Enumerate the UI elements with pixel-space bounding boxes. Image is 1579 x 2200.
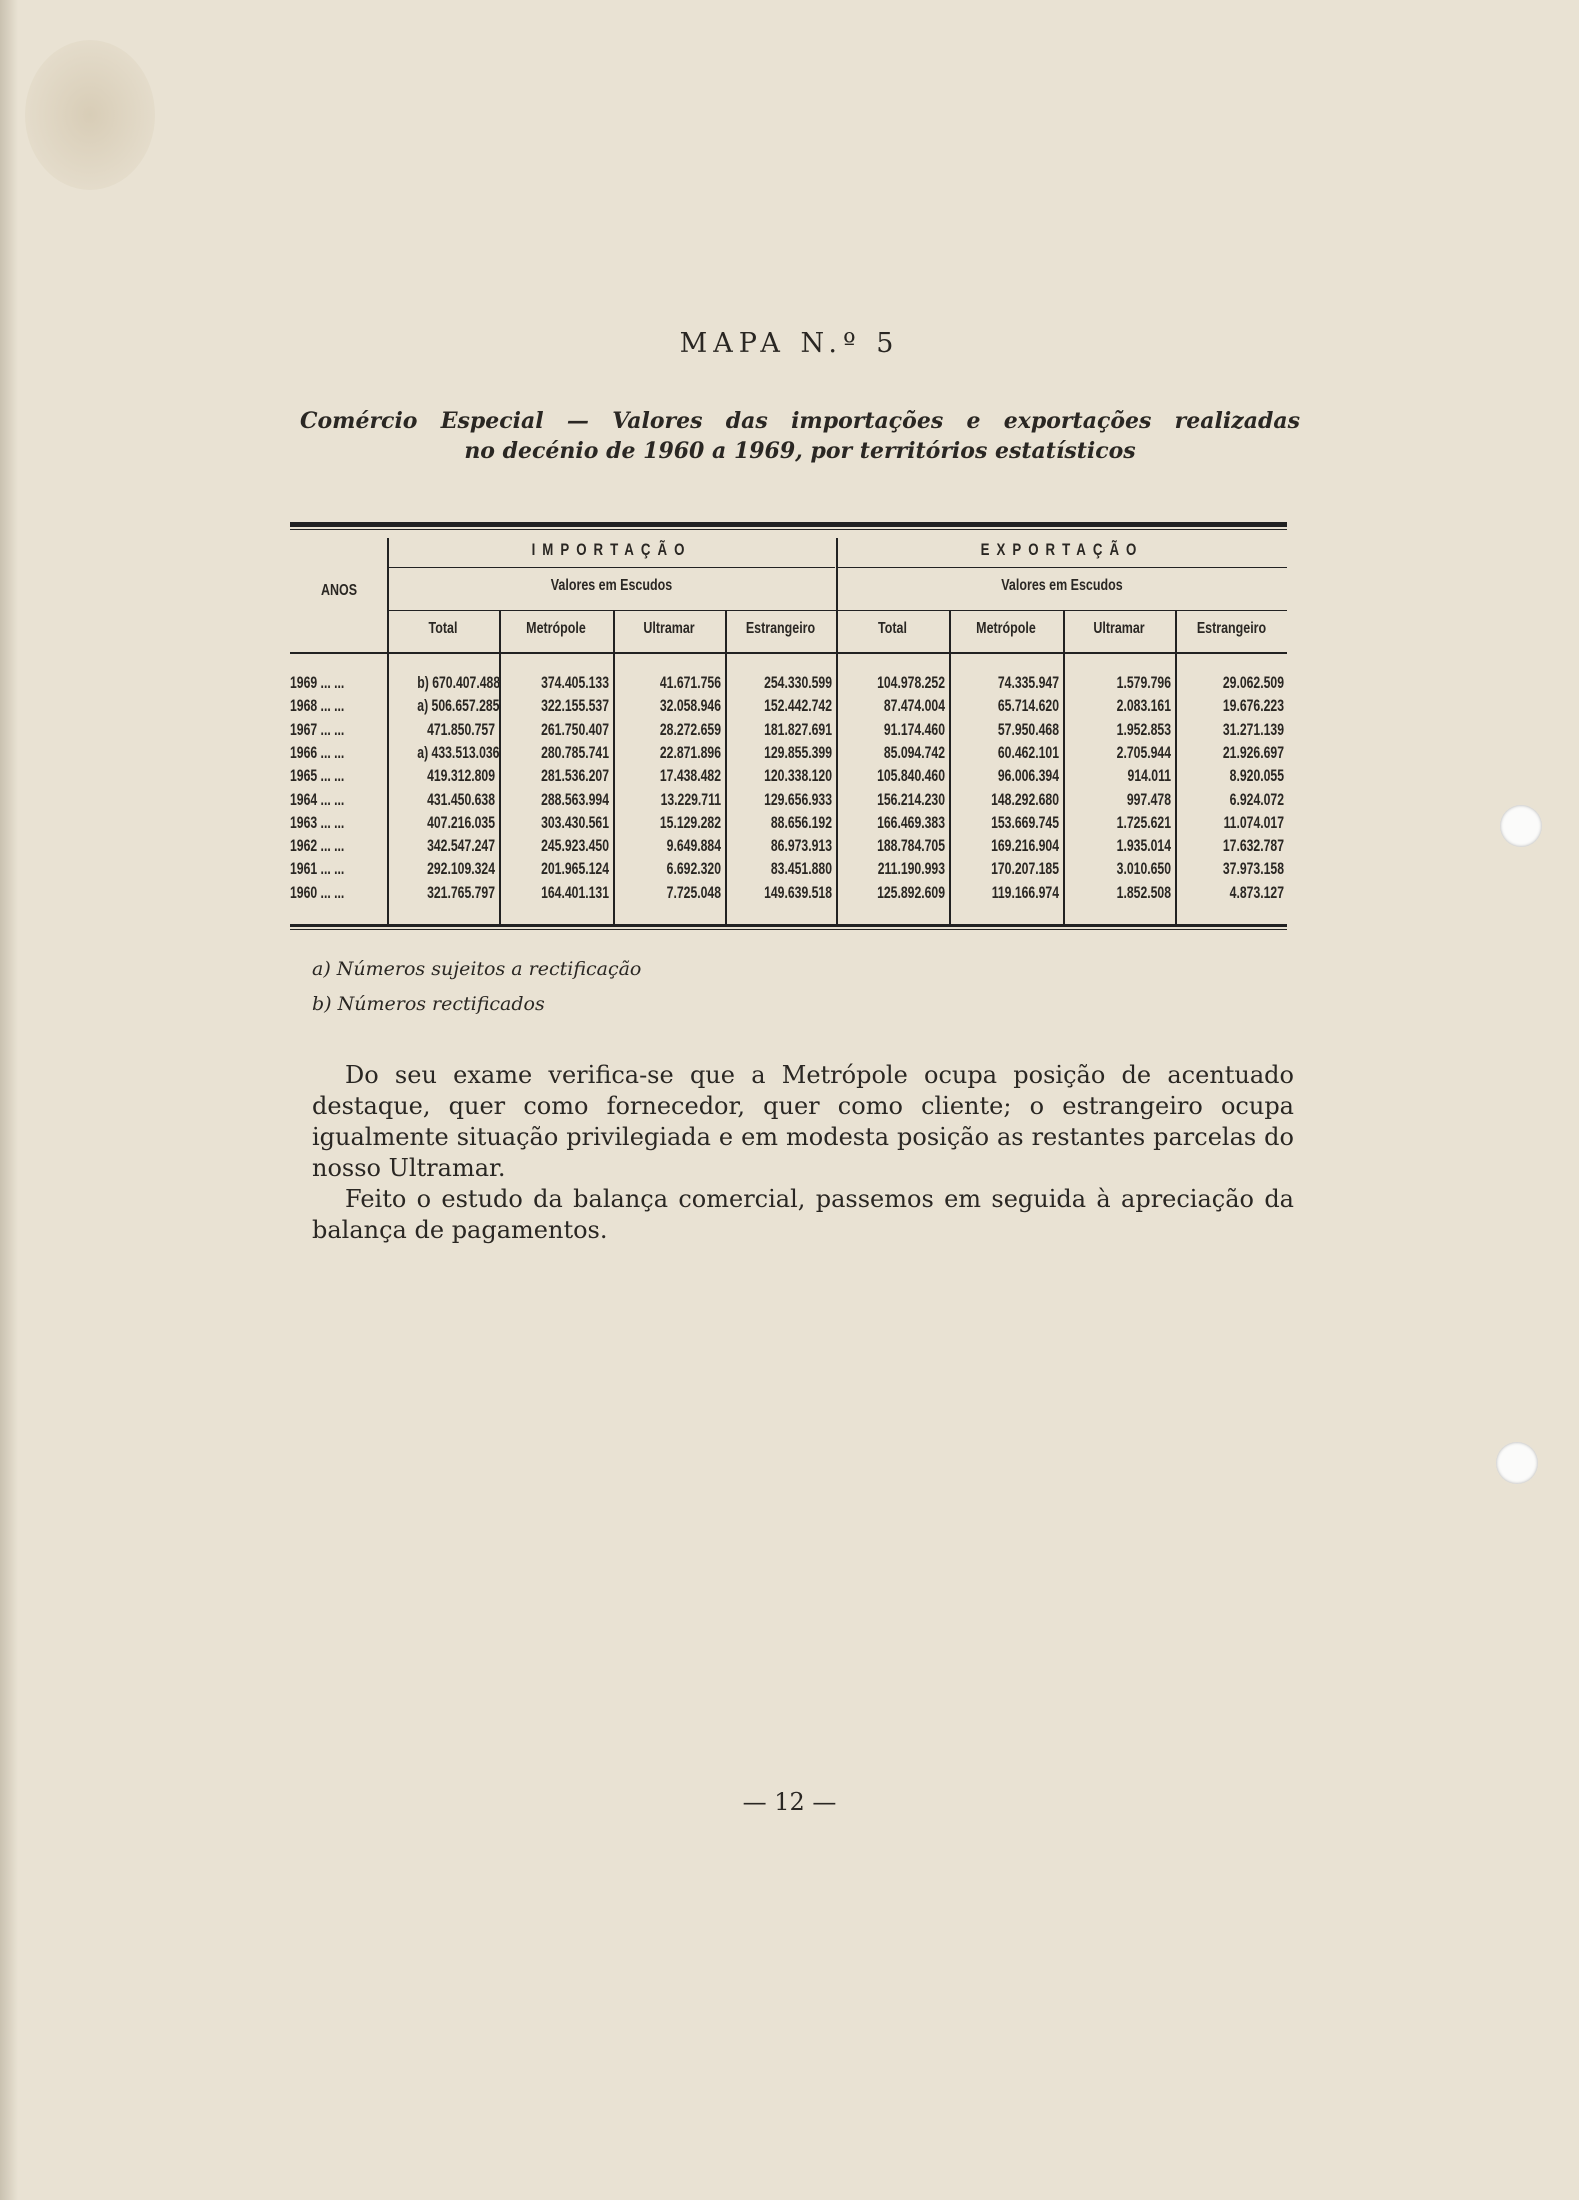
table-top-rule-thin (290, 529, 1287, 530)
import-subheader: Valores em Escudos (550, 577, 673, 594)
year-cell: 1962 ... ... (290, 837, 345, 856)
value-cell: 28.272.659 (659, 720, 721, 739)
import-group-header: IMPORTAÇÃO (531, 540, 692, 559)
value-cell: 997.478 (1126, 790, 1171, 809)
page-number: — 12 — (742, 1788, 837, 1816)
table-bottom-rule (290, 924, 1287, 927)
note-a: a) Números sujeitos a rectificação (312, 958, 642, 980)
value-cell: 19.676.223 (1222, 697, 1284, 716)
year-cell: 1960 ... ... (290, 883, 345, 902)
export-group-header: EXPORTAÇÃO (980, 540, 1144, 559)
value-cell: 914.011 (1127, 767, 1171, 786)
col-header-export-total: Total (878, 620, 907, 637)
col-header-export-ultramar: Ultramar (1093, 620, 1145, 637)
value-cell: 245.923.450 (541, 837, 609, 856)
value-cell: 321.765.797 (427, 883, 495, 902)
value-cell: 169.216.904 (991, 837, 1059, 856)
value-cell: 31.271.139 (1222, 720, 1284, 739)
year-cell: 1963 ... ... (290, 813, 345, 832)
value-cell: 37.973.158 (1222, 860, 1284, 879)
value-cell: 65.714.620 (997, 697, 1059, 716)
value-cell: 156.214.230 (877, 790, 945, 809)
value-cell: 280.785.741 (541, 743, 609, 762)
value-cell: 129.656.933 (764, 790, 832, 809)
value-cell: 21.926.697 (1222, 743, 1284, 762)
value-cell: 7.725.048 (666, 883, 721, 902)
table-row (290, 672, 1287, 695)
value-cell: 407.216.035 (427, 813, 495, 832)
value-cell: 13.229.711 (660, 790, 721, 809)
value-cell: 152.442.742 (764, 697, 832, 716)
year-cell: 1964 ... ... (290, 790, 345, 809)
table-row (290, 858, 1287, 881)
value-cell: 6.924.072 (1229, 790, 1284, 809)
col-header-export-metropole: Metrópole (976, 620, 1036, 637)
year-cell: 1969 ... ... (290, 674, 345, 692)
value-cell: 4.873.127 (1229, 883, 1284, 902)
value-cell: 188.784.705 (877, 837, 945, 856)
value-cell: 9.649.884 (666, 837, 721, 856)
value-cell: 17.438.482 (659, 767, 721, 786)
subtitle-line-2: no decénio de 1960 a 1969, por territórios estatísticos (464, 438, 1136, 464)
value-cell: 57.950.468 (997, 720, 1059, 739)
value-cell: 17.632.787 (1222, 837, 1284, 856)
table-row (290, 812, 1287, 835)
value-cell: a) 506.657.285 (417, 697, 500, 716)
year-cell: 1966 ... ... (290, 743, 345, 762)
paper-stain (25, 40, 155, 190)
value-cell: 322.155.537 (541, 697, 609, 716)
value-cell: 83.451.880 (770, 860, 832, 879)
table-top-rule (290, 522, 1287, 527)
value-cell: 3.010.650 (1116, 860, 1171, 879)
trade-table (290, 522, 1287, 932)
body-text (312, 1060, 1294, 1246)
value-cell: 374.405.133 (541, 674, 609, 692)
table-row (290, 789, 1287, 812)
table-row (290, 695, 1287, 718)
value-cell: 431.450.638 (427, 790, 495, 809)
value-cell: 281.536.207 (541, 767, 609, 786)
value-cell: 11.074.017 (1223, 813, 1284, 832)
value-cell: 60.462.101 (997, 743, 1059, 762)
value-cell: 74.335.947 (997, 674, 1059, 692)
value-cell: 201.965.124 (541, 860, 609, 879)
value-cell: 148.292.680 (991, 790, 1059, 809)
year-cell: 1967 ... ... (290, 720, 345, 739)
value-cell: 181.827.691 (764, 720, 832, 739)
value-cell: 303.430.561 (541, 813, 609, 832)
value-cell: 119.166.974 (991, 883, 1059, 902)
value-cell: 471.850.757 (427, 720, 495, 739)
import-sub-rule (388, 567, 835, 568)
col-header-import-total: Total (428, 620, 458, 637)
value-cell: 32.058.946 (659, 697, 721, 716)
value-cell: 1.952.853 (1116, 720, 1171, 739)
value-cell: 261.750.407 (541, 720, 609, 739)
value-cell: 91.174.460 (883, 720, 945, 739)
subtitle-line-1: Comércio Especial — Valores das importações e exportações realizadas (300, 408, 1300, 434)
value-cell: 87.474.004 (883, 697, 945, 716)
value-cell: 120.338.120 (764, 767, 832, 786)
value-cell: 125.892.609 (877, 883, 945, 902)
body-paragraph-1: Do seu exame verifica-se que a Metrópole ocupa posição de acentuado destaque, quer como fornecedor, quer como cliente; o estrangeiro ocupa igualmente situação privilegiada e em modesta posição as restantes parcelas do nosso Ultramar. (312, 1061, 1294, 1182)
value-cell: 6.692.320 (666, 860, 721, 879)
value-cell: 15.129.282 (659, 813, 721, 832)
table-row (290, 719, 1287, 742)
body-paragraph-2: Feito o estudo da balança comercial, passemos em seguida à apreciação da balança de pagamentos. (312, 1185, 1294, 1244)
value-cell: 22.871.896 (659, 743, 721, 762)
value-cell: 170.207.185 (991, 860, 1059, 879)
value-cell: 166.469.383 (877, 813, 945, 832)
columns-rule (388, 610, 1287, 611)
value-cell: 292.109.324 (427, 860, 495, 879)
value-cell: 1.852.508 (1116, 883, 1171, 902)
year-cell: 1961 ... ... (290, 860, 345, 879)
value-cell: a) 433.513.036 (417, 743, 500, 762)
value-cell: 96.006.394 (997, 767, 1059, 786)
note-b: b) Números rectificados (312, 993, 545, 1015)
export-subheader: Valores em Escudos (1001, 577, 1123, 594)
value-cell: 86.973.913 (770, 837, 832, 856)
value-cell: 288.563.994 (541, 790, 609, 809)
year-cell: 1965 ... ... (290, 767, 345, 786)
export-sub-rule (837, 567, 1287, 568)
value-cell: 104.978.252 (877, 674, 945, 692)
value-cell: 2.083.161 (1116, 697, 1171, 716)
table-row (290, 742, 1287, 765)
value-cell: b) 670.407.488 (417, 674, 501, 692)
value-cell: 211.190.993 (877, 860, 945, 879)
value-cell: 85.094.742 (883, 743, 945, 762)
value-cell: 149.639.518 (764, 883, 832, 902)
value-cell: 41.671.756 (659, 674, 721, 692)
col-header-export-estrangeiro: Estrangeiro (1196, 620, 1267, 637)
col-header-import-estrangeiro: Estrangeiro (745, 620, 816, 637)
table-row (290, 882, 1287, 905)
table-row (290, 835, 1287, 858)
table-bottom-rule-thin (290, 929, 1287, 930)
year-cell: 1968 ... ... (290, 697, 345, 716)
table-notes (312, 952, 641, 1022)
map-title: MAPA N.º 5 (679, 328, 900, 359)
value-cell: 29.062.509 (1222, 674, 1284, 692)
value-cell: 254.330.599 (764, 674, 832, 692)
value-cell: 342.547.247 (427, 837, 495, 856)
value-cell: 1.725.621 (1116, 813, 1171, 832)
value-cell: 1.935.014 (1116, 837, 1171, 856)
punch-hole (1496, 1442, 1538, 1484)
table-row (290, 765, 1287, 788)
value-cell: 1.579.796 (1116, 674, 1171, 692)
value-cell: 419.312.809 (427, 767, 495, 786)
col-header-import-metropole: Metrópole (526, 620, 586, 637)
years-header: ANOS (320, 582, 358, 599)
value-cell: 105.840.460 (877, 767, 945, 786)
value-cell: 8.920.055 (1229, 767, 1284, 786)
value-cell: 88.656.192 (770, 813, 832, 832)
punch-hole (1500, 805, 1542, 847)
header-bottom-rule (290, 652, 1287, 654)
value-cell: 153.669.745 (991, 813, 1059, 832)
value-cell: 129.855.399 (764, 743, 832, 762)
col-header-import-ultramar: Ultramar (643, 620, 695, 637)
value-cell: 164.401.131 (541, 883, 609, 902)
value-cell: 2.705.944 (1116, 743, 1171, 762)
